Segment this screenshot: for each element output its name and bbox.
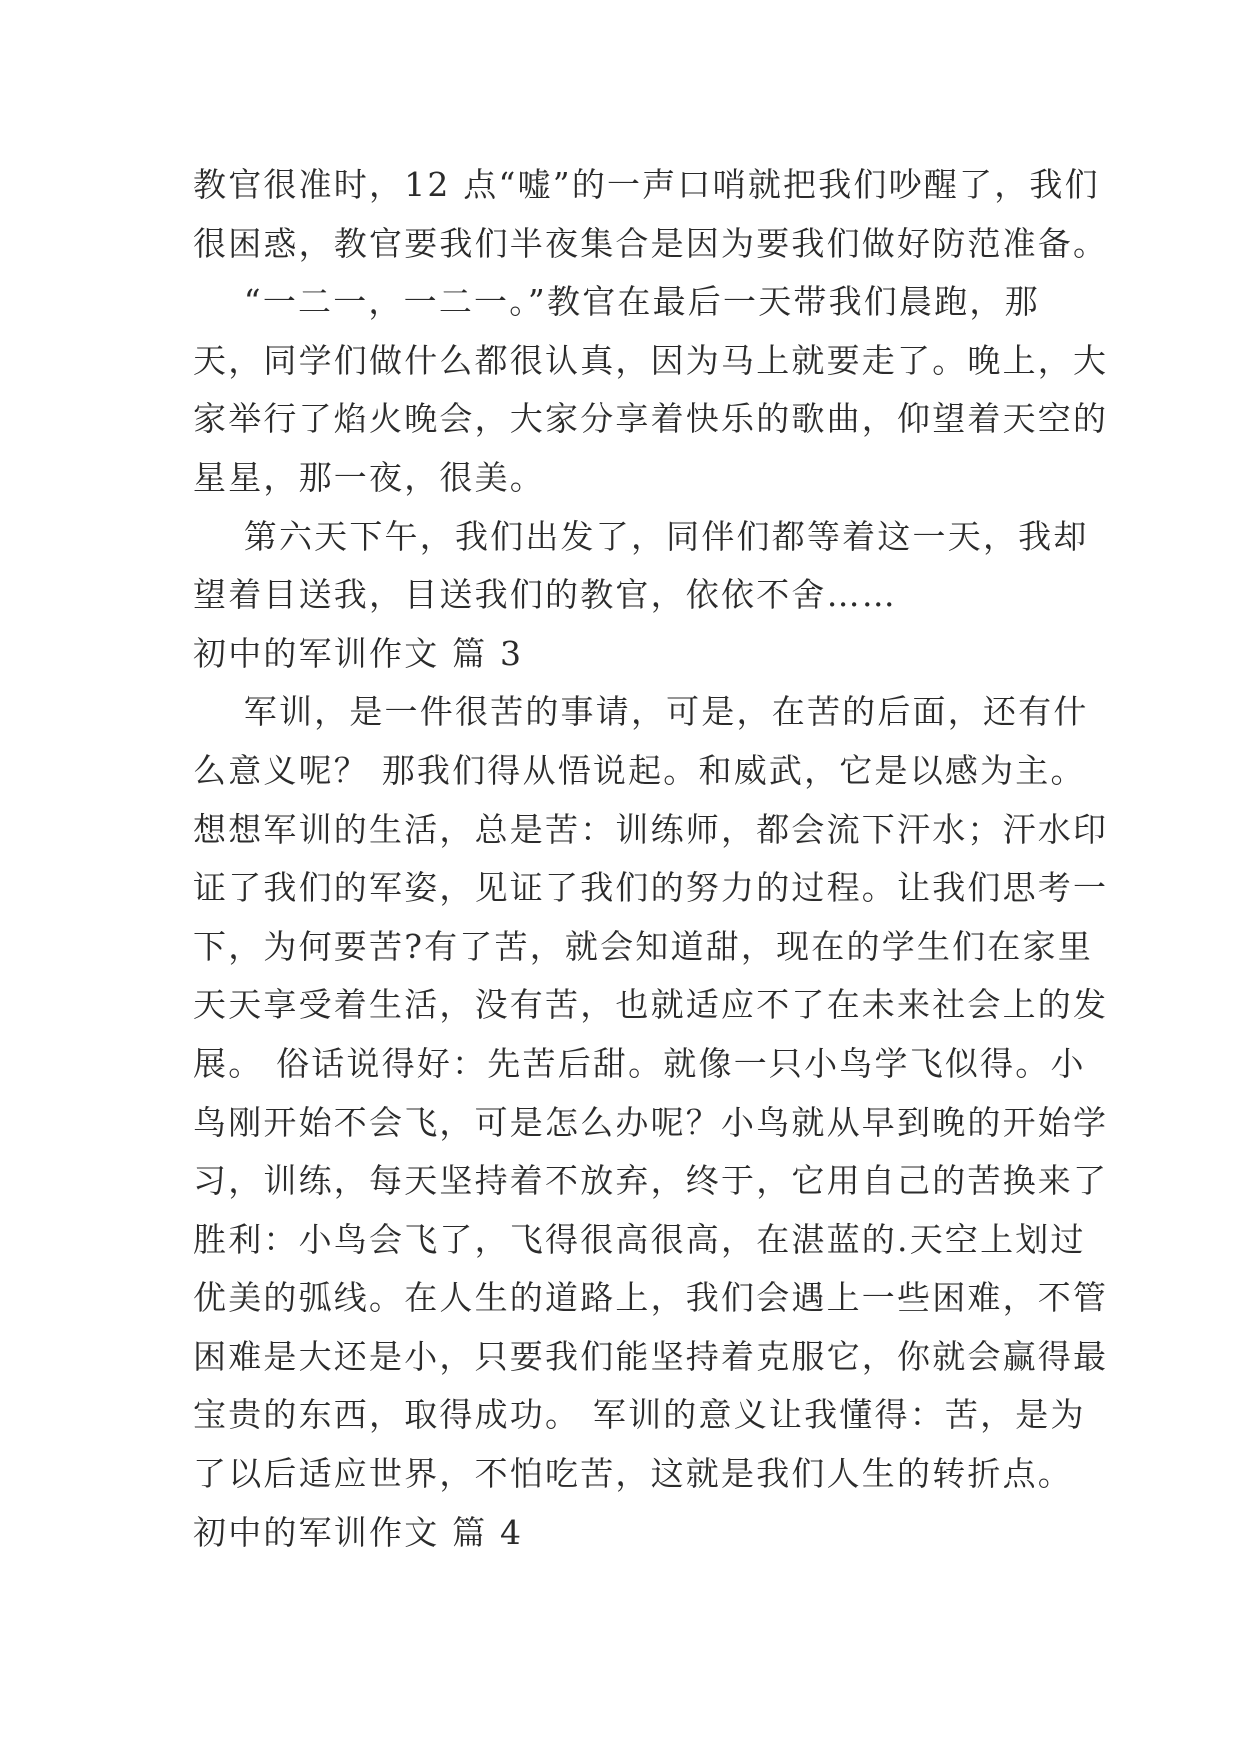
- text-line: 望着目送我，目送我们的教官，依依不舍……: [193, 575, 897, 615]
- text-line: 下，为何要苦?有了苦，就会知道甜，现在的学生们在家里: [193, 926, 1093, 966]
- text-line: 教官很准时，12 点“嘘”的一声口哨就把我们吵醒了，我们: [193, 165, 1100, 204]
- text-line: 军训，是一件很苦的事请，可是，在苦的后面，还有什: [193, 692, 1089, 732]
- text-line: 星星，那一夜，很美。: [193, 457, 545, 497]
- text-line: 家举行了焰火晚会，大家分享着快乐的歌曲，仰望着天空的: [193, 399, 1109, 439]
- text-line: 优美的弧线。在人生的道路上，我们会遇上一些困难，不管: [193, 1278, 1109, 1318]
- text-line: 了以后适应世界，不怕吃苦，这就是我们人生的转折点。: [193, 1454, 1073, 1494]
- text-line: 宝贵的东西，取得成功。 军训的意义让我懂得：苦，是为: [193, 1395, 1086, 1435]
- text-line: 证了我们的军姿，见证了我们的努力的过程。让我们思考一: [193, 868, 1109, 908]
- text-line: 天天享受着生活，没有苦，也就适应不了在未来社会上的发: [193, 985, 1109, 1025]
- text-line: 鸟刚开始不会飞，可是怎么办呢？小鸟就从早到晚的开始学: [193, 1102, 1109, 1142]
- text-line: 第六天下午，我们出发了，同伴们都等着这一天，我却: [193, 516, 1089, 556]
- text-line: 想想军训的生活，总是苦：训练师，都会流下汗水；汗水印: [193, 809, 1109, 849]
- text-line: 么意义呢？ 那我们得从悟说起。和威武，它是以感为主。: [193, 750, 1086, 790]
- section-heading: 初中的军训作文 篇 4: [193, 1512, 524, 1552]
- text-line: 展。 俗话说得好：先苦后甜。就像一只小鸟学飞似得。小: [193, 1043, 1086, 1083]
- section-heading: 初中的军训作文 篇 3: [193, 633, 524, 673]
- text-line: 胜利：小鸟会飞了，飞得很高很高，在湛蓝的.天空上划过: [193, 1219, 1086, 1259]
- document-body: [193, 156, 1109, 1562]
- text-line: 很困惑，教官要我们半夜集合是因为要我们做好防范准备。: [193, 223, 1109, 263]
- text-line: 天，同学们做什么都很认真，因为马上就要走了。晚上，大: [193, 340, 1109, 380]
- text-line: 习，训练，每天坚持着不放弃，终于，它用自己的苦换来了: [193, 1161, 1109, 1201]
- text-line: “一二一，一二一。”教官在最后一天带我们晨跑，那: [193, 282, 1040, 322]
- text-line: 困难是大还是小，只要我们能坚持着克服它，你就会赢得最: [193, 1336, 1109, 1376]
